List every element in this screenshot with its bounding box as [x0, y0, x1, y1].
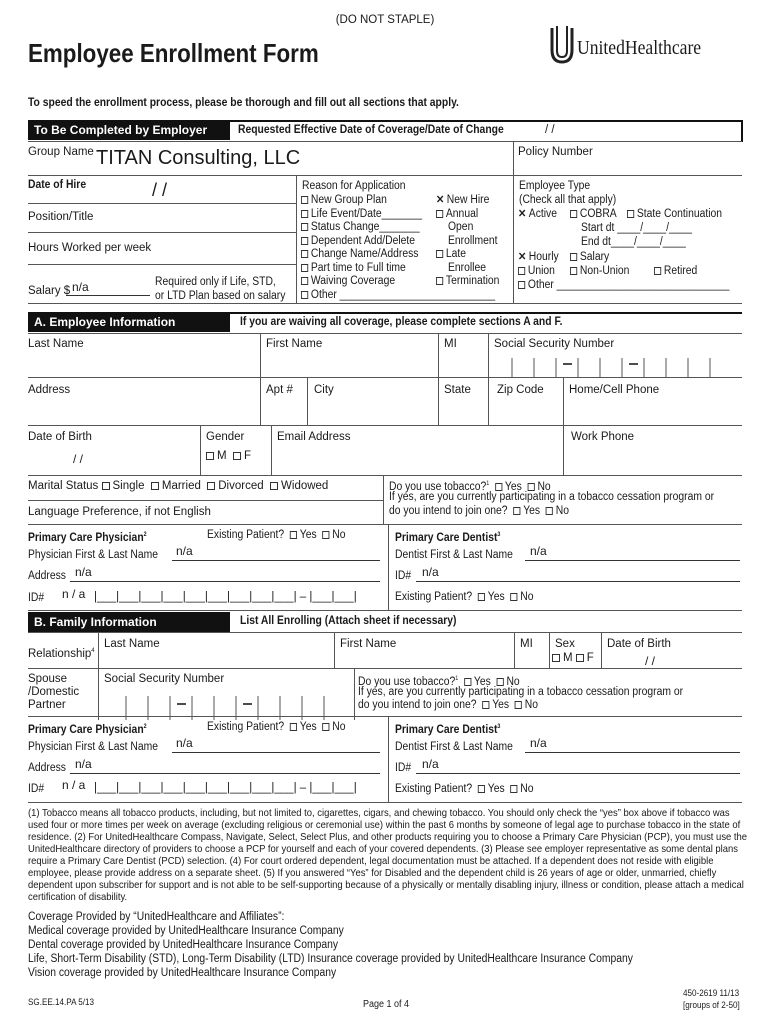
family-ssn-label: Social Security Number	[104, 673, 225, 685]
reason-new-hire[interactable]: ✕ New Hire	[436, 194, 490, 206]
groups-note: [groups of 2-50]	[683, 1000, 740, 1010]
date-of-hire-value[interactable]: / /	[152, 180, 168, 200]
dentist-name-label: Dentist First & Last Name	[395, 549, 513, 561]
physician-address-label: Address	[28, 570, 66, 582]
zip-label: Zip Code	[497, 384, 544, 396]
domestic-label: /Domestic	[28, 686, 80, 698]
type-union[interactable]: Union	[518, 265, 555, 278]
logo-u-icon	[549, 24, 575, 66]
dob-value[interactable]: / /	[73, 452, 84, 466]
reason-annual[interactable]: Annual	[436, 208, 478, 221]
city-label: City	[314, 384, 334, 396]
type-hourly[interactable]: ✕ Hourly	[518, 251, 559, 263]
family-first-name-label: First Name	[340, 638, 397, 650]
reason-enrollment-text: Enrollment	[448, 234, 498, 247]
page-number: Page 1 of 4	[363, 999, 410, 1010]
logo-text: UnitedHealthcare	[577, 37, 702, 59]
physician-id-boxes[interactable]: |___|___|___|___|___|___|___|___|___| – |___|___|	[94, 591, 357, 603]
mi-label: MI	[444, 338, 457, 350]
physician-name-label: Physician First & Last Name	[28, 549, 158, 561]
type-salary[interactable]: Salary	[570, 251, 609, 264]
salary-value[interactable]: n/a	[72, 280, 89, 294]
dentist-existing[interactable]: Existing Patient? Yes No	[395, 591, 534, 603]
pcp-title: Primary Care Physician$^2$	[28, 531, 147, 544]
family-dob-label: Date of Birth	[607, 638, 671, 650]
reason-part-time[interactable]: Part time to Full time	[301, 262, 406, 275]
employee-type-title: Employee Type	[519, 180, 591, 192]
family-tobacco-join[interactable]: do you intend to join one? Yes No	[358, 699, 538, 711]
salary-label: Salary $	[28, 285, 71, 297]
family-sex-label: Sex	[555, 638, 575, 650]
spouse-label: Spouse	[28, 673, 68, 685]
first-name-label: First Name	[266, 338, 323, 350]
effective-date-label: Requested Effective Date of Coverage/Date of Change	[238, 124, 504, 136]
reason-dependent-add[interactable]: Dependent Add/Delete	[301, 235, 415, 248]
group-name-value[interactable]: TITAN Consulting, LLC	[96, 147, 301, 169]
family-pcd-title: Primary Care Dentist$^3$	[395, 723, 501, 736]
family-physician-address-value[interactable]: n/a	[75, 757, 92, 771]
family-tobacco-question[interactable]: Do you use tobacco?$^1$ Yes No	[358, 675, 520, 688]
reason-new-group[interactable]: New Group Plan	[301, 194, 387, 207]
reason-title: Reason for Application	[302, 180, 406, 192]
employer-section-bar: To Be Completed by Employer	[28, 120, 230, 140]
salary-note-1: Required only if Life, STD,	[155, 276, 276, 288]
tobacco-join[interactable]: do you intend to join one? Yes No	[389, 505, 569, 517]
physician-id-label: ID#	[28, 592, 45, 604]
family-sex-options[interactable]: M F	[552, 652, 594, 665]
pcd-title: Primary Care Dentist$^3$	[395, 531, 501, 544]
reason-status-change[interactable]: Status Change_______	[301, 221, 420, 234]
ssn-boxes[interactable]	[490, 354, 742, 377]
type-cobra[interactable]: COBRA	[570, 208, 617, 221]
dob-label: Date of Birth	[28, 431, 92, 443]
date-of-hire-label: Date of Hire	[28, 179, 87, 191]
coverage-vision: Vision coverage provided by UnitedHealthcare Insurance Company	[28, 967, 337, 979]
family-dob-value[interactable]: / /	[645, 654, 656, 668]
dentist-name-value[interactable]: n/a	[530, 544, 547, 558]
reason-enrollee-text: Enrollee	[448, 261, 486, 274]
form-code: SG.EE.14.PA 5/13	[28, 997, 95, 1007]
reason-waiving[interactable]: Waiving Coverage	[301, 275, 395, 288]
family-pcp-existing[interactable]: Existing Patient? Yes No	[207, 721, 346, 733]
pcp-existing[interactable]: Existing Patient? Yes No	[207, 529, 346, 541]
reason-open-text: Open	[448, 221, 474, 233]
employee-info-bar: A. Employee Information	[28, 312, 230, 332]
gender-options[interactable]: M F	[206, 450, 251, 463]
intro-text: To speed the enrollment process, please be thorough and fill out all sections that apply.	[28, 97, 459, 109]
position-title-label: Position/Title	[28, 211, 94, 223]
salary-note-2: or LTD Plan based on salary	[155, 290, 286, 302]
family-tobacco-cessation: If yes, are you currently participating in a tobacco cessation program or	[358, 686, 684, 698]
reason-change-name[interactable]: Change Name/Address	[301, 248, 418, 261]
family-physician-id-boxes[interactable]: |___|___|___|___|___|___|___|___|___| – |___|___|	[94, 782, 357, 794]
work-phone-label: Work Phone	[571, 431, 635, 443]
tobacco-cessation: If yes, are you currently participating in a tobacco cessation program or	[389, 491, 715, 503]
family-pcp-title: Primary Care Physician$^2$	[28, 723, 147, 736]
home-phone-label: Home/Cell Phone	[569, 384, 660, 396]
reason-late[interactable]: Late	[436, 248, 466, 261]
coverage-dental: Dental coverage provided by UnitedHealthcare Insurance Company	[28, 939, 339, 951]
footnotes-text: (1) Tobacco means all tobacco products, including, but not limited to, cigarettes, cigars, and chewing tobacco. You should only check the “yes” box above if tobacco was used four or more times per week on average (excluding religious or ceremonial use) within the past 6 months by someone of legal age to purchase tobacco in the state of residence. (2) For UnitedHealthcare Compass, Navigate, Select, Select Plus, and other products requiring you to choose a Primary Care Physician (PCP), you must use the UnitedHealthcare directory of providers to choose a PCP for yourself and each of your covered dependents. (3) Please see employer representative as some dental plans require a Primary Care Dentist (PCD) selection. (4) For court ordered dependent, legal documentation must be attached. If a dependent does not reside with eligible employee, please provide address on a separate sheet. (5) If you answered “Yes” for Disabled and the dependent child is 26 years of age or older, unmarried, chiefly dependent upon subscriber for support and is not able to be self-supporting because of a physically or mentally disabling injury, illness or condition, please attach a medical certification of disability.	[28, 807, 748, 903]
reason-other[interactable]: Other ___________________________	[301, 289, 495, 302]
type-non-union[interactable]: Non-Union	[570, 265, 629, 278]
tobacco-question[interactable]: Do you use tobacco?$^1$ Yes No	[389, 480, 551, 493]
coverage-life: Life, Short-Term Disability (STD), Long-Term Disability (LTD) Insurance coverage provided by UnitedHealthcare Insurance Company	[28, 953, 633, 965]
staple-note: (DO NOT STAPLE)	[335, 14, 435, 26]
type-other[interactable]: Other ______________________________	[518, 279, 729, 292]
physician-name-value[interactable]: n/a	[176, 544, 193, 558]
type-retired[interactable]: Retired	[654, 265, 697, 278]
family-physician-id-value[interactable]: n / a	[62, 778, 86, 792]
physician-id-value[interactable]: n / a	[62, 587, 86, 601]
family-physician-name-value[interactable]: n/a	[176, 736, 193, 750]
family-physician-id-label: ID#	[28, 783, 45, 795]
family-dentist-name-label: Dentist First & Last Name	[395, 741, 513, 753]
coverage-title: Coverage Provided by “UnitedHealthcare and Affiliates”:	[28, 911, 285, 923]
family-last-name-label: Last Name	[104, 638, 160, 650]
partner-label: Partner	[28, 699, 66, 711]
email-label: Email Address	[277, 431, 351, 443]
effective-date-value[interactable]: / /	[545, 124, 555, 136]
family-info-bar: B. Family Information	[28, 612, 230, 632]
physician-address-value[interactable]: n/a	[75, 565, 92, 579]
start-date[interactable]: Start dt ____/____/____	[581, 222, 693, 234]
language-label: Language Preference, if not English	[28, 506, 211, 518]
type-state-continuation[interactable]: State Continuation	[627, 208, 722, 221]
last-name-label: Last Name	[28, 338, 84, 350]
state-label: State	[444, 384, 471, 396]
coverage-medical: Medical coverage provided by UnitedHealthcare Insurance Company	[28, 925, 344, 937]
dentist-id-label: ID#	[395, 570, 412, 582]
family-mi-label: MI	[520, 638, 533, 650]
reason-termination[interactable]: Termination	[436, 275, 499, 288]
dentist-id-value[interactable]: n/a	[422, 565, 439, 579]
type-active[interactable]: ✕ Active	[518, 208, 557, 220]
ssn-label: Social Security Number	[494, 338, 615, 350]
waiving-note: If you are waiving all coverage, please complete sections A and F.	[240, 316, 563, 328]
family-dentist-id-value[interactable]: n/a	[422, 757, 439, 771]
family-dentist-existing[interactable]: Existing Patient? Yes No	[395, 783, 534, 795]
end-date[interactable]: End dt____/____/____	[581, 236, 686, 248]
policy-number-label: Policy Number	[518, 146, 593, 158]
family-dentist-id-label: ID#	[395, 762, 412, 774]
doc-number: 450-2619 11/13	[683, 988, 740, 998]
form-title: Employee Enrollment Form	[28, 38, 319, 68]
family-ssn-boxes[interactable]	[104, 690, 354, 725]
employee-type-sub: (Check all that apply)	[519, 194, 617, 206]
gender-label: Gender	[206, 431, 245, 443]
relationship-label: Relationship$^4$	[28, 647, 95, 660]
group-name-label: Group Name	[28, 146, 94, 158]
list-enrolling-note: List All Enrolling (Attach sheet if necessary)	[240, 615, 457, 627]
family-physician-name-label: Physician First & Last Name	[28, 741, 158, 753]
unitedhealthcare-logo	[549, 24, 575, 71]
reason-life-event[interactable]: Life Event/Date_______	[301, 208, 422, 221]
family-dentist-name-value[interactable]: n/a	[530, 736, 547, 750]
marital-status[interactable]: Marital Status Single Married Divorced Widowed	[28, 480, 329, 492]
address-label: Address	[28, 384, 71, 396]
hours-worked-label: Hours Worked per week	[28, 242, 152, 254]
family-physician-address-label: Address	[28, 762, 66, 774]
apt-label: Apt #	[266, 384, 293, 396]
